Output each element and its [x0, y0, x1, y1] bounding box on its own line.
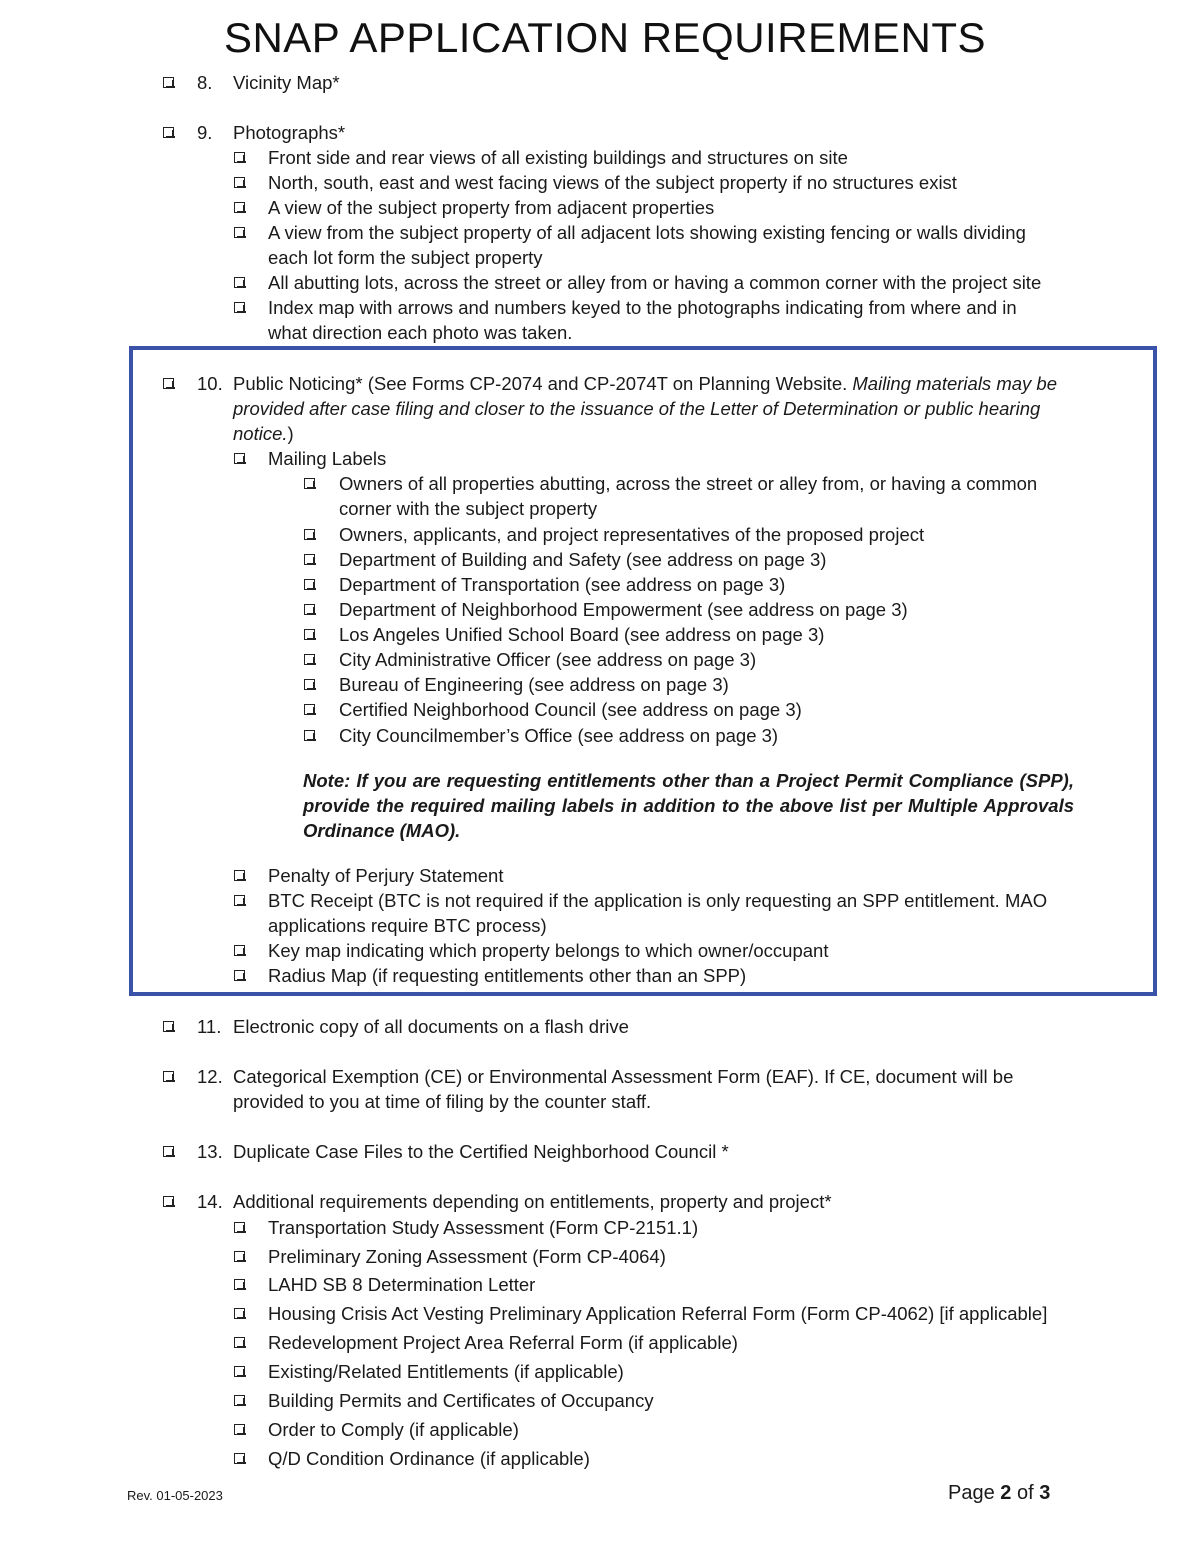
item-10-line-1 — [233, 371, 1057, 396]
item-number: 14. — [197, 1191, 223, 1212]
redevelopment-referral: Redevelopment Project Area Referral Form (if applicable) — [268, 1332, 738, 1353]
checkbox-order-to-comply[interactable] — [234, 1424, 245, 1435]
checkbox-label-owners-applicants[interactable] — [304, 529, 315, 540]
checkbox-item-12[interactable] — [163, 1071, 174, 1082]
page-title: SNAP APPLICATION REQUIREMENTS — [223, 14, 987, 61]
item-10-italic: Mailing materials may be — [852, 373, 1057, 394]
checkbox-perjury-statement[interactable] — [234, 870, 245, 881]
page-of: of — [1011, 1482, 1040, 1504]
checkbox-photo-from-adjacent[interactable] — [234, 202, 245, 213]
item-number: 8. — [197, 72, 213, 93]
page-number — [948, 1482, 1050, 1505]
checkbox-item-13[interactable] — [163, 1146, 174, 1157]
item-9-text: Photographs* — [233, 122, 346, 143]
item-14-text: Additional requirements depending on entitlements, property and project* — [233, 1191, 832, 1212]
mailing-labels: Mailing Labels — [268, 448, 387, 469]
item-10-plain: Public Noticing* (See Forms CP-2074 and CP-2074T on Planning Website. — [233, 373, 853, 394]
page-current: 2 — [1000, 1482, 1012, 1504]
item-10-italic-3: notice. — [233, 423, 288, 444]
checkbox-key-map[interactable] — [234, 945, 245, 956]
checkbox-item-9[interactable] — [163, 127, 174, 138]
checkbox-btc-receipt[interactable] — [234, 895, 245, 906]
mailing-labels-note: Note: If you are requesting entitlements other than a Project Permit Compliance (SPP), provide the required mailing labels in addition to the above list per Multiple Approvals Ordinance (MAO). — [303, 770, 1074, 841]
checkbox-item-8[interactable] — [163, 77, 174, 88]
checkbox-item-14[interactable] — [163, 1196, 174, 1207]
btc-receipt: BTC Receipt (BTC is not required if the application is only requesting an SPP entitlement. MAO — [268, 890, 1048, 911]
item-number: 11. — [197, 1016, 222, 1037]
photo-adjacent-lots: A view from the subject property of all adjacent lots showing existing fencing or walls dividing — [268, 222, 1026, 243]
order-to-comply: Order to Comply (if applicable) — [268, 1419, 519, 1440]
item-12-text: Categorical Exemption (CE) or Environmental Assessment Form (EAF). If CE, document will be — [233, 1066, 1014, 1087]
checkbox-photo-index-map[interactable] — [234, 302, 245, 313]
checkbox-item-10[interactable] — [163, 378, 174, 389]
photo-directional: North, south, east and west facing views of the subject property if no structures exist — [268, 172, 957, 193]
page-prefix: Page — [948, 1482, 1001, 1504]
checkbox-label-engineering[interactable] — [304, 679, 315, 690]
item-10-close-paren: ) — [287, 423, 294, 444]
checkbox-label-transportation[interactable] — [304, 579, 315, 590]
transportation-study: Transportation Study Assessment (Form CP-2151.1) — [268, 1217, 699, 1238]
zoning-assessment: Preliminary Zoning Assessment (Form CP-4064) — [268, 1246, 666, 1267]
checkbox-label-cao[interactable] — [304, 654, 315, 665]
item-number: 12. — [197, 1066, 223, 1087]
label-lausd: Los Angeles Unified School Board (see address on page 3) — [339, 624, 825, 645]
checkbox-qd-ordinance[interactable] — [234, 1453, 245, 1464]
checkbox-item-11[interactable] — [163, 1021, 174, 1032]
checkbox-label-councilmember[interactable] — [304, 730, 315, 741]
checkbox-building-permits[interactable] — [234, 1395, 245, 1406]
label-transportation: Department of Transportation (see address on page 3) — [339, 574, 786, 595]
photo-index-map: Index map with arrows and numbers keyed to the photographs indicating from where and in — [268, 297, 1017, 318]
page-total: 3 — [1039, 1482, 1051, 1504]
checkbox-label-building-safety[interactable] — [304, 554, 315, 565]
item-number: 10. — [197, 373, 223, 394]
item-13-text: Duplicate Case Files to the Certified Neighborhood Council * — [233, 1141, 729, 1162]
qd-ordinance: Q/D Condition Ordinance (if applicable) — [268, 1448, 590, 1469]
checkbox-redevelopment-referral[interactable] — [234, 1337, 245, 1348]
photo-front-rear: Front side and rear views of all existing buildings and structures on site — [268, 147, 848, 168]
photo-abutting-lots: All abutting lots, across the street or alley from or having a common corner with the project site — [268, 272, 1042, 293]
building-permits: Building Permits and Certificates of Occupancy — [268, 1390, 654, 1411]
label-owners-abutting-cont: corner with the subject property — [339, 498, 598, 519]
checkbox-photo-adjacent-lots[interactable] — [234, 227, 245, 238]
item-12-text-cont: provided to you at time of filing by the counter staff. — [233, 1091, 652, 1112]
label-owners-applicants: Owners, applicants, and project representatives of the proposed project — [339, 524, 925, 545]
lahd-letter: LAHD SB 8 Determination Letter — [268, 1274, 536, 1295]
perjury-statement: Penalty of Perjury Statement — [268, 865, 504, 886]
item-number: 13. — [197, 1141, 223, 1162]
checkbox-zoning-assessment[interactable] — [234, 1251, 245, 1262]
checkbox-existing-entitlements[interactable] — [234, 1366, 245, 1377]
checkbox-label-neighborhood-council[interactable] — [304, 704, 315, 715]
checkbox-photo-abutting-lots[interactable] — [234, 277, 245, 288]
btc-receipt-cont: applications require BTC process) — [268, 915, 547, 936]
checkbox-mailing-labels[interactable] — [234, 453, 245, 464]
label-building-safety: Department of Building and Safety (see address on page 3) — [339, 549, 827, 570]
housing-crisis-act: Housing Crisis Act Vesting Preliminary Application Referral Form (Form CP-4062) [if applicable] — [268, 1303, 1048, 1324]
photo-from-adjacent: A view of the subject property from adjacent properties — [268, 197, 715, 218]
key-map: Key map indicating which property belongs to which owner/occupant — [268, 940, 829, 961]
checkbox-lahd-letter[interactable] — [234, 1279, 245, 1290]
label-neighborhood-empowerment: Department of Neighborhood Empowerment (see address on page 3) — [339, 599, 908, 620]
checkbox-transportation-study[interactable] — [234, 1222, 245, 1233]
item-10-italic-2: provided after case filing and closer to the issuance of the Letter of Determination or public hearing — [233, 398, 1041, 419]
existing-entitlements: Existing/Related Entitlements (if applicable) — [268, 1361, 624, 1382]
checkbox-housing-crisis-act[interactable] — [234, 1308, 245, 1319]
checkbox-label-lausd[interactable] — [304, 629, 315, 640]
item-number: 9. — [197, 122, 213, 143]
checkbox-label-neighborhood-empowerment[interactable] — [304, 604, 315, 615]
label-neighborhood-council: Certified Neighborhood Council (see address on page 3) — [339, 699, 802, 720]
checkbox-photo-front-rear[interactable] — [234, 152, 245, 163]
checkbox-label-owners-abutting[interactable] — [304, 478, 315, 489]
radius-map: Radius Map (if requesting entitlements other than an SPP) — [268, 965, 747, 986]
photo-index-map-cont: what direction each photo was taken. — [268, 322, 573, 343]
item-10-line-3 — [233, 421, 294, 446]
item-10-line-2 — [233, 396, 1040, 421]
item-8-text: Vicinity Map* — [233, 72, 340, 93]
checkbox-radius-map[interactable] — [234, 970, 245, 981]
label-engineering: Bureau of Engineering (see address on page 3) — [339, 674, 729, 695]
item-11-text: Electronic copy of all documents on a flash drive — [233, 1016, 629, 1037]
label-cao: City Administrative Officer (see address on page 3) — [339, 649, 757, 670]
checkbox-photo-directional[interactable] — [234, 177, 245, 188]
photo-adjacent-lots-cont: each lot form the subject property — [268, 247, 543, 268]
revision-date: Rev. 01-05-2023 — [127, 1488, 223, 1503]
label-councilmember: City Councilmember’s Office (see address on page 3) — [339, 725, 779, 746]
label-owners-abutting: Owners of all properties abutting, across the street or alley from, or having a common — [339, 473, 1038, 494]
